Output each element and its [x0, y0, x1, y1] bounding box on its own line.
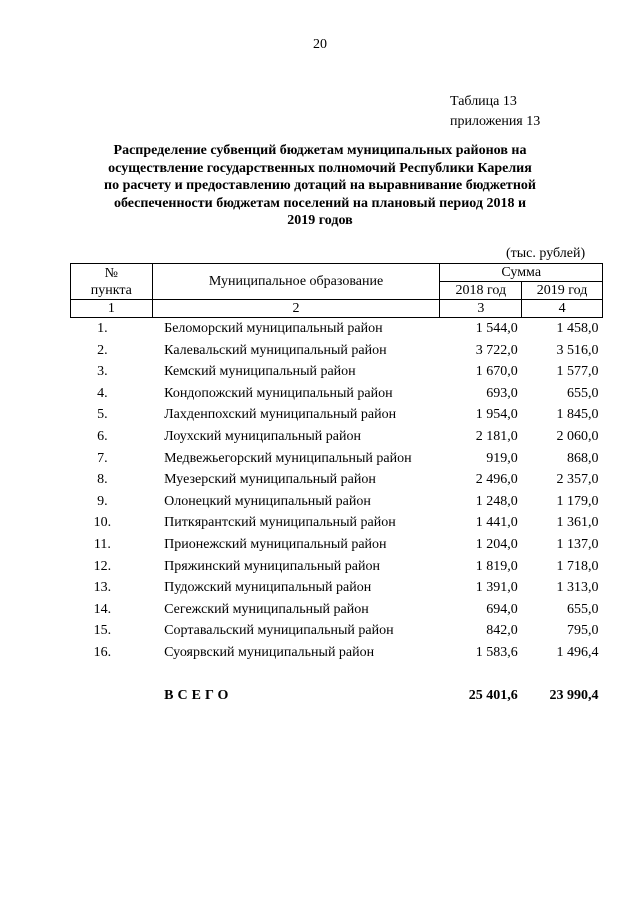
table-row [71, 469, 603, 491]
table-row [71, 599, 603, 621]
header-year-2019: 2019 год [522, 282, 603, 300]
row-number: 15. [93, 623, 112, 639]
row-number: 6. [97, 428, 108, 444]
column-index-2: 2 [152, 300, 440, 318]
table-total [71, 664, 603, 707]
row-value-2019: 1 845,0 [556, 407, 599, 423]
page-number: 20 [313, 37, 327, 52]
row-number: 12. [93, 558, 112, 574]
row-value-2018: 2 496,0 [475, 472, 518, 488]
row-municipality: Олонецкий муниципальный район [164, 493, 371, 509]
row-value-2018: 1 819,0 [475, 558, 518, 574]
table-reference [450, 92, 540, 132]
table-body [71, 318, 603, 664]
row-value-2019: 1 137,0 [556, 536, 599, 552]
row-municipality: Пряжинский муниципальный район [164, 558, 380, 574]
row-municipality: Калевальский муниципальный район [164, 342, 387, 358]
row-value-2018: 1 441,0 [475, 515, 518, 531]
table-row [71, 404, 603, 426]
row-value-2019: 2 357,0 [556, 472, 599, 488]
table-row [71, 620, 603, 642]
header-sum: Сумма [440, 264, 603, 282]
row-value-2019: 1 313,0 [556, 580, 599, 596]
column-index-3: 3 [440, 300, 522, 318]
row-value-2018: 1 391,0 [475, 580, 518, 596]
row-value-2018: 1 954,0 [475, 407, 518, 423]
row-value-2018: 2 181,0 [475, 428, 518, 444]
row-value-2018: 694,0 [486, 601, 518, 617]
table-row [71, 340, 603, 362]
row-municipality: Муезерский муниципальный район [164, 472, 376, 488]
table-row [71, 383, 603, 405]
row-municipality: Пудожский муниципальный район [164, 580, 372, 596]
column-index-1: 1 [71, 300, 153, 318]
row-value-2019: 1 577,0 [556, 364, 599, 380]
table-row [71, 361, 603, 383]
row-number: 10. [93, 515, 112, 531]
row-value-2019: 2 060,0 [556, 428, 599, 444]
row-municipality: Лахденпохский муниципальный район [164, 407, 397, 423]
row-municipality: Прионежский муниципальный район [164, 536, 387, 552]
row-value-2018: 3 722,0 [475, 342, 518, 358]
row-number: 5. [97, 407, 108, 423]
row-value-2019: 1 496,4 [556, 644, 599, 660]
row-number: 1. [97, 321, 108, 336]
header-number-line1: № [104, 265, 119, 281]
row-number: 14. [93, 601, 112, 617]
row-value-2019: 655,0 [567, 601, 599, 617]
table-row [71, 556, 603, 578]
row-value-2019: 1 458,0 [556, 321, 599, 336]
row-municipality: Кондопожский муниципальный район [164, 385, 393, 401]
row-municipality: Суоярвский муниципальный район [164, 644, 375, 660]
row-municipality: Питкярантский муниципальный район [164, 515, 396, 531]
table-row [71, 512, 603, 534]
row-value-2018: 919,0 [486, 450, 518, 466]
document-title: Распределение субвенций бюджетам муниципальных районов на осуществление государственных полномочий Республики Карелия по расчету и предоставлению дотаций на выравнивание бюджетной обеспеченности бюджетам поселений на плановый период 2018 и 2019 годов [104, 143, 536, 228]
header-year-2018: 2018 год [440, 282, 522, 300]
row-number: 8. [97, 472, 108, 488]
row-municipality: Кемский муниципальный район [164, 364, 356, 380]
subsidy-table [70, 263, 603, 707]
row-municipality: Сегежский муниципальный район [164, 601, 369, 617]
total-2019: 23 990,4 [549, 688, 599, 704]
row-value-2019: 1 718,0 [556, 558, 599, 574]
table-row [71, 642, 603, 664]
units-label: (тыс. рублей) [506, 246, 586, 261]
row-value-2018: 1 583,6 [475, 644, 518, 660]
header-municipality: Муниципальное образование [152, 264, 440, 300]
row-number: 4. [97, 385, 108, 401]
row-number: 9. [97, 493, 108, 509]
row-municipality: Беломорский муниципальный район [164, 321, 383, 336]
row-value-2019: 795,0 [567, 623, 599, 639]
row-value-2019: 1 361,0 [556, 515, 599, 531]
row-value-2018: 842,0 [486, 623, 518, 639]
row-number: 2. [97, 342, 108, 358]
row-number: 3. [97, 364, 108, 380]
row-number: 7. [97, 450, 108, 466]
header-number [71, 264, 153, 300]
header-number-line2: пункта [90, 282, 132, 298]
row-value-2019: 868,0 [567, 450, 599, 466]
total-label: ВСЕГО [164, 688, 233, 704]
total-row [71, 685, 603, 707]
row-number: 11. [93, 536, 111, 552]
row-value-2018: 1 544,0 [475, 321, 518, 336]
table-row [71, 318, 603, 340]
table-header [71, 264, 603, 318]
row-municipality: Медвежьегорский муниципальный район [164, 450, 412, 466]
table-row [71, 577, 603, 599]
row-number: 16. [93, 644, 112, 660]
row-municipality: Сортавальский муниципальный район [164, 623, 394, 639]
table-ref-line2: приложения 13 [450, 114, 541, 129]
row-value-2018: 693,0 [486, 385, 518, 401]
table-row [71, 534, 603, 556]
row-value-2018: 1 204,0 [475, 536, 518, 552]
table-row [71, 448, 603, 470]
row-value-2019: 655,0 [567, 385, 599, 401]
table-row [71, 426, 603, 448]
table-row [71, 491, 603, 513]
row-value-2018: 1 670,0 [475, 364, 518, 380]
total-2018: 25 401,6 [468, 688, 518, 704]
row-value-2019: 1 179,0 [556, 493, 599, 509]
row-number: 13. [93, 580, 112, 596]
table-ref-line1: Таблица 13 [450, 94, 517, 109]
row-municipality: Лоухский муниципальный район [164, 428, 361, 444]
column-index-4: 4 [522, 300, 603, 318]
row-value-2018: 1 248,0 [475, 493, 518, 509]
row-value-2019: 3 516,0 [556, 342, 599, 358]
